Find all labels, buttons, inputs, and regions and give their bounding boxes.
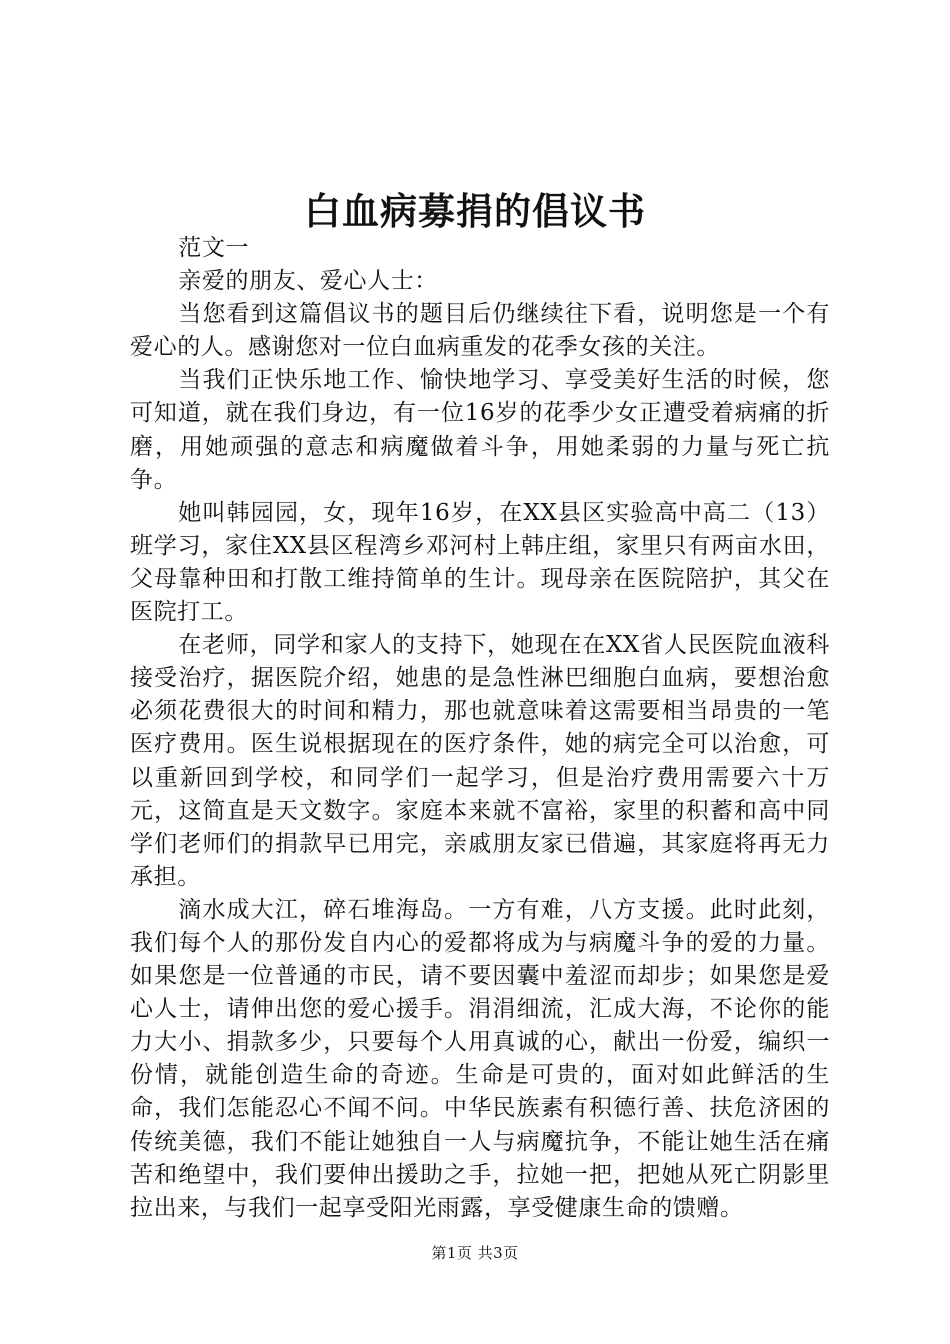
paragraph-label: 范文一 <box>178 235 250 261</box>
paragraph: 在老师，同学和家人的支持下，她现在在XX省人民医院血液科接受治疗，据医院介绍，她患的是急性淋巴细胞白血病，要想治愈必须花费很大的时间和精力，那也就意味着这需要相当昂贵的一笔医疗费用。医生说根据现在的医疗条件，她的病完全可以治愈，可以重新回到学校，和同学们一起学习，但是治疗费用需要六十万元，这简直是天文数字。家庭本来就不富裕，家里的积蓄和高中同学们老师们的捐款早已用完，亲戚朋友家已借遍，其家庭将再无力承担。 <box>130 632 830 890</box>
paragraph: 当我们正快乐地工作、愉快地学习、享受美好生活的时候，您可知道，就在我们身边，有一位16岁的花季少女正遭受着病痛的折磨，用她顽强的意志和病魔做着斗争，用她柔弱的力量与死亡抗争。 <box>130 367 830 493</box>
paragraph: 当您看到这篇倡议书的题目后仍继续往下看，说明您是一个有爱心的人。感谢您对一位白血病重发的花季女孩的关注。 <box>130 301 830 361</box>
paragraph-salutation: 亲爱的朋友、爱心人士： <box>178 268 438 295</box>
document-body <box>130 232 830 1225</box>
document-title: 白血病募捐的倡议书 <box>304 189 646 233</box>
paragraph: 滴水成大江，碎石堆海岛。一方有难，八方支援。此时此刻，我们每个人的那份发自内心的爱都将成为与病魔斗争的爱的力量。如果您是一位普通的市民，请不要因囊中羞涩而却步；如果您是爱心人士，请伸出您的爱心援手。涓涓细流，汇成大海，不论你的能力大小、捐款多少，只要每个人用真诚的心，献出一份爱，编织一份情，就能创造生命的奇迹。生命是可贵的，面对如此鲜活的生命，我们怎能忍心不闻不问。中华民族素有积德行善、扶危济困的传统美德，我们不能让她独自一人与病魔抗争，不能让她生活在痛苦和绝望中，我们要伸出援助之手，拉她一把，把她从死亡阴影里拉出来，与我们一起享受阳光雨露，享受健康生命的馈赠。 <box>130 896 830 1221</box>
page-number-footer: 第1页 共3页 <box>431 1244 519 1262</box>
paragraph: 她叫韩园园，女，现年16岁，在XX县区实验高中高二（13）班学习，家住XX县区程湾乡邓河村上韩庄组，家里只有两亩水田，父母靠种田和打散工维持简单的生计。现母亲在医院陪护，其父在医院打工。 <box>130 499 830 626</box>
